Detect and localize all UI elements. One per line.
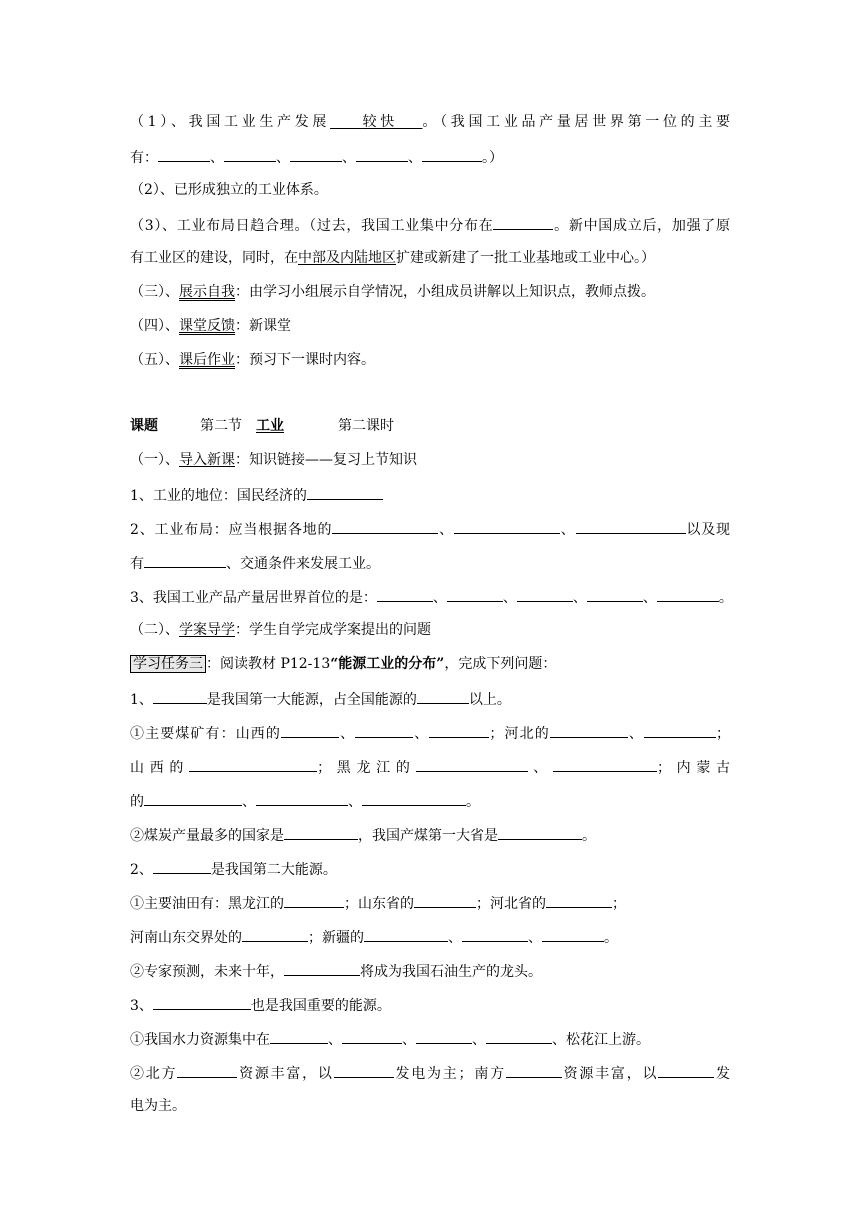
blank[interactable]	[177, 1062, 237, 1078]
blank[interactable]	[486, 1028, 552, 1044]
blank[interactable]	[498, 824, 582, 840]
blank[interactable]	[153, 994, 251, 1010]
blank[interactable]	[550, 722, 628, 738]
blank[interactable]	[506, 1062, 562, 1078]
blank[interactable]	[377, 586, 433, 602]
question-2: 2、 是我国第二大能源。	[130, 858, 730, 880]
blank[interactable]	[587, 586, 643, 602]
blank[interactable]	[416, 756, 528, 772]
question-1: 1、 是我国第一大能源，占全国能源的 以上。	[130, 688, 730, 710]
blank[interactable]	[454, 518, 560, 534]
blank[interactable]	[542, 926, 604, 942]
blank[interactable]	[270, 1028, 328, 1044]
blank[interactable]	[644, 722, 716, 738]
blank[interactable]	[224, 146, 276, 162]
question-3-hydro-2: ②北方 资源丰富，以 发电为主；南方 资源丰富，以 发	[130, 1062, 730, 1084]
review-3: 3、我国工业产品产量居世界首位的是： 、 、 、 、 。	[130, 586, 730, 608]
step-1: （一）、导入新课：知识链接——复习上节知识	[130, 452, 417, 468]
blank[interactable]	[284, 824, 358, 840]
item-2: （2）、已形成独立的工业体系。	[130, 182, 328, 198]
item-3-line-2: 有工业区的建设，同时，在中部及内陆地区扩建或新建了一批工业基地或工业中心。）	[130, 250, 655, 266]
review-2-line-1: 2、工业布局：应当根据各地的 、 、 以及现	[130, 518, 730, 540]
question-3-hydro-3: 电为主。	[130, 1098, 186, 1114]
blank[interactable]	[189, 756, 317, 772]
task-3: 学习任务三 ：阅读教材 P12-13“能源工业的分布”，完成下列问题：	[130, 654, 730, 674]
blank[interactable]	[242, 926, 308, 942]
question-3: 3、 也是我国重要的能源。	[130, 994, 730, 1016]
blank[interactable]	[658, 1062, 714, 1078]
question-2-oil-3: ②专家预测，未来十年， 将成为我国石油生产的龙头。	[130, 960, 730, 982]
blank[interactable]	[447, 586, 503, 602]
blank[interactable]	[414, 892, 476, 908]
blank[interactable]	[332, 518, 438, 534]
item-3-line-1: （3）、工业布局日趋合理。（过去，我国工业集中分布在 。新中国成立后，加强了原	[130, 214, 730, 236]
blank[interactable]	[364, 926, 448, 942]
blank[interactable]	[153, 688, 207, 704]
item-1-line-1	[130, 112, 730, 132]
blank[interactable]	[153, 858, 211, 874]
blank[interactable]	[307, 484, 383, 500]
step-4: （四）、课堂反馈：新课堂	[130, 318, 291, 334]
question-1-coal-3: 的 、 、 。	[130, 790, 730, 812]
blank[interactable]	[356, 146, 408, 162]
blank[interactable]	[462, 926, 528, 942]
question-1-coal-1: ①主要煤矿有：山西的 、 、 ；河北的 、 ；	[130, 722, 730, 744]
task-label-box: 学习任务三	[130, 655, 206, 673]
item-1-line-2: 有： 、 、 、 、 。）	[130, 146, 730, 168]
blank[interactable]	[342, 1028, 402, 1044]
blank[interactable]	[144, 552, 226, 568]
review-1: 1、工业的地位：国民经济的	[130, 484, 730, 506]
step-2: （二）、学案导学：学生自学完成学案提出的问题	[130, 622, 431, 638]
question-3-hydro-1: ①我国水力资源集中在 、 、 、 、松花江上游。	[130, 1028, 730, 1050]
blank[interactable]	[493, 214, 553, 230]
blank[interactable]	[290, 146, 342, 162]
step-3: （三）、展示自我：由学习小组展示自学情况，小组成员讲解以上知识点，教师点拨。	[130, 284, 655, 300]
blank[interactable]	[284, 892, 344, 908]
blank[interactable]	[517, 586, 573, 602]
blank[interactable]	[158, 146, 210, 162]
blank[interactable]	[429, 722, 489, 738]
blank[interactable]	[657, 586, 719, 602]
blank[interactable]	[256, 790, 348, 806]
blank[interactable]	[144, 790, 242, 806]
question-1-coal-2: 山西的 ；黑龙江的 、 ；内蒙古	[130, 756, 730, 778]
question-2-oil-2: 河南山东交界处的 ；新疆的 、 、 。	[130, 926, 730, 948]
text: 。（我国工业品产量居世界第一位的主要	[422, 114, 730, 130]
review-2-line-2: 有 、交通条件来发展工业。	[130, 552, 730, 574]
question-1-coal-4: ②煤炭产量最多的国家是 ，我国产煤第一大省是 。	[130, 824, 730, 846]
blank[interactable]	[553, 756, 657, 772]
text: （1）、我国工业生产发展	[130, 114, 331, 130]
blank[interactable]	[416, 1028, 472, 1044]
blank[interactable]	[334, 1062, 394, 1078]
blank[interactable]	[576, 518, 686, 534]
step-5: （五）、课后作业：预习下一课时内容。	[130, 352, 375, 368]
blank[interactable]	[355, 722, 413, 738]
blank[interactable]	[284, 960, 360, 976]
lesson-title: 课题 第二节 工业 第二课时	[130, 418, 394, 434]
blank[interactable]	[281, 722, 339, 738]
blank[interactable]	[362, 790, 466, 806]
blank[interactable]	[422, 146, 482, 162]
underlined-term: 中部及内陆地区	[298, 250, 396, 266]
title-label: 课题	[130, 418, 158, 434]
blank[interactable]	[417, 688, 469, 704]
question-2-oil-1: ①主要油田有：黑龙江的 ；山东省的 ；河北省的 ；	[130, 892, 730, 914]
answer-fast: 较快	[362, 114, 398, 130]
blank[interactable]	[546, 892, 612, 908]
